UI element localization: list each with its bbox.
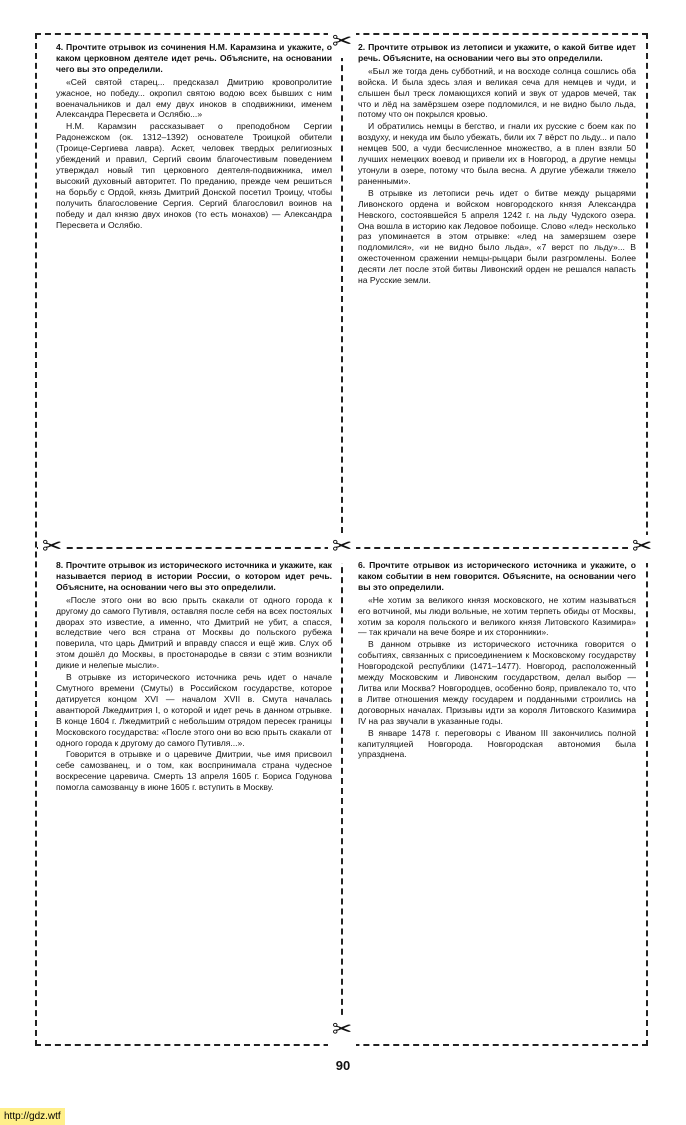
card-paragraph: «Был же тогда день субботний, и на восходе солнца сошлись оба войска. И была здесь злая и великая сеча для немцев и чуди, и слышен был треск ломающихся копий и звук от ударов мечей, так что и лёд на замёрзшем озере подломился, и не видно было льда, потому что он покрылся кровью.: [358, 65, 636, 120]
card-paragraph: «Сей святой старец... предсказал Дмитрию кровопролитие ужасное, но победу... окропил святою водою всех бывших с ним военачальников и дал ему двух иноков в сподвижники, именем Александра Пересвета и Ослябю...»: [56, 76, 332, 120]
card-paragraph: В отрывке из исторического источника речь идет о начале Смутного времени (Смуты) в Российском государстве, которое датируется концом XVI — началом XVII в. Смута началась авантюрой Лжедмитрия I, о которой и идет речь в данном отрывке. В конце 1604 г. Лжедмитрий с небольшим отрядом пересек границы Московского государства: «После этого они во всю прыть скакали от одного города к другому до самого Путивля...».: [56, 672, 332, 748]
card-question-8: [56, 560, 332, 1030]
scissors-icon: ✂: [328, 1018, 356, 1046]
watermark-link[interactable]: http://gdz.wtf: [0, 1108, 65, 1125]
scissors-icon: ✂: [628, 535, 656, 563]
card-paragraph: В отрывке из летописи речь идет о битве между рыцарями Ливонского ордена и войском новгородского князя Александра Невского, состоявшейся 5 апреля 1242 г. на льду Чудского озера. Она вошла в историю как Ледовое побоище. Слово «лед» несколько раз упоминается в этом отрывке: «лед на замерзшем озере подломился», «и не видно было льда», «7 верст по льду»... В ожесточенном сражении немцы-рыцари были разгромлены. Более десяти лет после этой битвы Ливонский орден не решался напасть на Русские земли.: [358, 187, 636, 286]
scissors-icon: ✂: [328, 30, 356, 58]
card-paragraph: Н.М. Карамзин рассказывает о преподобном Сергии Радонежском (ок. 1312–1392) основателе Троицкой обители (Троице-Сергиева лавра). Аскет, человек твердых религиозных убеждений и правил, Сергий своим благочестивым поведением утверждал новый тип церковного деятеля-подвижника, имел высокий духовный авторитет. По преданию, прежде чем решиться на борьбу с Ордой, князь Дмитрий Донской посетил Троицу, чтобы получить благословение Сергия. Сергий благословил воинов на победу и дал князю двух иноков (то есть монахов) — Александра Пересвета и Ослябю.: [56, 121, 332, 230]
card-question-2: [358, 42, 636, 542]
card-question: 8. Прочтите отрывок из исторического источника и укажите, как называется период в истории России, о котором идет речь. Объясните, на основании чего вы это определили.: [56, 560, 332, 592]
scissors-icon: ✂: [38, 535, 66, 563]
scissors-icon: ✂: [328, 535, 356, 563]
card-paragraph: «Не хотим за великого князя московского, не хотим называться его вотчиной, мы люди вольные, не хотим терпеть обиды от Москвы, хотим за короля польского и великого князя Литовского Казимира» — так кричали на вече бояре и их сторонники».: [358, 594, 636, 638]
card-paragraph: В данном отрывке из исторического источника говорится о событиях, связанных с присоединением к Московскому государству Новгородской республики (1471–1477). Новгород, расположенный между Московским и Ливонским государством, делал выбор — Литва или Москва? Новгородцев, особенно бояр, привлекало то, что в Литве отношения между государем и подданными строились на договорных началах. Призывы идти за короля Литовского Казимира IV на раз звучали в указанные годы.: [358, 639, 636, 726]
card-question: 4. Прочтите отрывок из сочинения Н.М. Карамзина и укажите, о каком церковном деятеле идет речь. Объясните, на основании чего вы это определили.: [56, 42, 332, 74]
card-paragraph: «После этого они во всю прыть скакали от одного города к другому до самого Путивля, оставляя после себя на всех постоялых дворах это известие, а именно, что Дмитрий не убит, а спасся, вследствие чего вся страна от Москвы до польского рубежа поверила, что царь Дмитрий и вправду спасся и ещё жив. Слух об этом дошёл до Москвы, в простонародье в связи с этим возникли дикие и нелепые мысли».: [56, 594, 332, 671]
card-paragraph: Говорится в отрывке и о царевиче Дмитрии, чье имя присвоил себе самозванец, и о том, как воспринимала страна чудесное воскресение царевича. Смерть 13 апреля 1605 г. Бориса Годунова помогла самозванцу в июне 1605 г. вступить в Москву.: [56, 749, 332, 793]
card-question: 2. Прочтите отрывок из летописи и укажите, о какой битве идет речь. Объясните, на основании чего вы это определили.: [358, 42, 636, 63]
card-question-4: [56, 42, 332, 542]
card-question-6: [358, 560, 636, 1030]
card-paragraph: В январе 1478 г. переговоры с Иваном III закончились полной капитуляцией Новгорода. Новгородская автономия была упразднена.: [358, 727, 636, 760]
page-number: 90: [335, 1058, 351, 1073]
card-paragraph: И обратились немцы в бегство, и гнали их русские с боем как по воздуху, и некуда им было убежать, били их 7 вёрст по льду... и пало немцев 500, а чуди бесчисленное множество, а в плен взяли 50 лучших немецких воевод и привели их в Новгород, а другие немцы утонули в озере, потому что была весна. А другие убежали тяжело раненными».: [358, 121, 636, 186]
card-question: 6. Прочтите отрывок из исторического источника и укажите, о каком событии в нем говорится. Объясните, на основании чего вы это определили.: [358, 560, 636, 592]
